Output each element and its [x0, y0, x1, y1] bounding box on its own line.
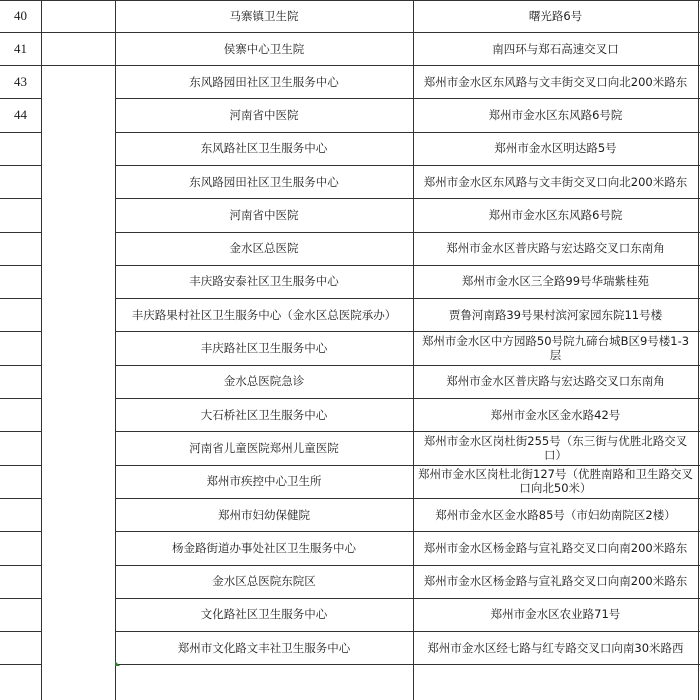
address-cell[interactable]: 郑州市金水区明达路5号: [494, 141, 617, 156]
row-number-cell[interactable]: [0, 631, 41, 664]
address-cell[interactable]: 郑州市金水区普庆路与宏达路交叉口东南角: [446, 374, 665, 389]
row-number-cell[interactable]: 43: [14, 73, 27, 89]
institution-name-cell[interactable]: 东风路园田社区卫生服务中心: [189, 174, 339, 189]
address-cell[interactable]: 郑州市金水区普庆路与宏达路交叉口东南角: [446, 241, 665, 256]
address-cell[interactable]: 郑州市金水区经七路与红专路交叉口向南30米路西: [427, 640, 684, 655]
institution-name-cell[interactable]: 大石桥社区卫生服务中心: [200, 407, 328, 422]
row-number-cell[interactable]: [0, 265, 41, 298]
row-number-cell[interactable]: [0, 598, 41, 631]
row-number-cell[interactable]: [0, 431, 41, 464]
address-cell[interactable]: 郑州市金水区东风路6号院: [488, 107, 623, 122]
institution-name-cell[interactable]: 金水区总医院东院区: [212, 574, 316, 589]
address-cell[interactable]: 郑州市金水区中方园路50号院九碲台城B区9号楼1-3层: [421, 334, 690, 363]
address-cell[interactable]: 郑州市金水区东风路6号院: [488, 207, 623, 222]
grid-hline: [0, 0, 700, 1]
institution-name-cell[interactable]: 金水总医院急诊: [223, 374, 305, 389]
row-number-cell[interactable]: [0, 398, 41, 431]
address-cell[interactable]: 郑州市金水区金水路42号: [490, 407, 621, 422]
row-number-cell[interactable]: [0, 465, 41, 498]
row-number-cell[interactable]: 41: [14, 40, 27, 56]
address-cell[interactable]: 郑州市金水区东风路与文丰街交叉口向北200米路东: [423, 74, 688, 89]
row-number-cell[interactable]: [0, 165, 41, 198]
row-number-cell[interactable]: [0, 365, 41, 398]
institution-name-cell[interactable]: 东风路园田社区卫生服务中心: [189, 74, 339, 89]
grid-vline: [698, 0, 699, 700]
address-cell[interactable]: 郑州市金水区岗杜街255号（东三街与优胜北路交叉口）: [423, 433, 688, 462]
institution-name-cell[interactable]: 侯寨中心卫生院: [223, 41, 305, 56]
institution-name-cell[interactable]: 河南省中医院: [229, 207, 299, 222]
institution-name-cell[interactable]: 郑州市妇幼保健院: [218, 507, 310, 522]
institution-name-cell[interactable]: 杨金路街道办事处社区卫生服务中心: [172, 540, 356, 555]
fill-handle-icon: [115, 661, 120, 666]
institution-name-cell[interactable]: 河南省儿童医院郑州儿童医院: [189, 440, 339, 455]
institution-name-cell[interactable]: 金水区总医院: [229, 241, 299, 256]
row-number-cell[interactable]: [0, 232, 41, 265]
address-cell[interactable]: 曙光路6号: [528, 8, 583, 23]
merged-district-cell[interactable]: [42, 66, 115, 700]
row-number-cell[interactable]: [0, 132, 41, 165]
row-number-cell[interactable]: [0, 565, 41, 598]
address-cell[interactable]: 贾鲁河南路39号果村滨河家园东院11号楼: [448, 307, 663, 322]
institution-name-cell[interactable]: 河南省中医院: [229, 107, 299, 122]
row-number-cell[interactable]: [0, 498, 41, 531]
address-cell[interactable]: 郑州市金水区岗杜北街127号（优胜南路和卫生路交叉口向北50米）: [418, 467, 693, 496]
institution-name-cell[interactable]: 丰庆路果村社区卫生服务中心（金水区总医院承办）: [131, 307, 397, 322]
row-number-cell[interactable]: [0, 331, 41, 364]
institution-name-cell[interactable]: 郑州市疾控中心卫生所: [206, 474, 322, 489]
institution-name-cell[interactable]: 郑州市文化路文丰社卫生服务中心: [177, 640, 351, 655]
institution-name-cell[interactable]: 丰庆路安泰社区卫生服务中心: [189, 274, 339, 289]
address-cell[interactable]: 郑州市金水区杨金路与宣礼路交叉口向南200米路东: [423, 540, 688, 555]
address-cell[interactable]: 郑州市金水区东风路与文丰街交叉口向北200米路东: [423, 174, 688, 189]
row-number-cell[interactable]: 44: [14, 106, 27, 122]
institution-name-cell[interactable]: 丰庆路社区卫生服务中心: [200, 341, 328, 356]
address-cell[interactable]: 郑州市金水区杨金路与宣礼路交叉口向南200米路东: [423, 574, 688, 589]
institution-name-cell[interactable]: 文化路社区卫生服务中心: [200, 607, 328, 622]
address-cell[interactable]: 南四环与郑石高速交叉口: [492, 41, 619, 56]
row-number-cell[interactable]: [0, 298, 41, 331]
row-number-cell[interactable]: [0, 531, 41, 564]
institution-name-cell[interactable]: 马寨镇卫生院: [229, 8, 299, 23]
address-cell[interactable]: 郑州市金水区农业路71号: [490, 607, 621, 622]
row-number-cell[interactable]: [0, 198, 41, 231]
institution-name-cell[interactable]: 东风路社区卫生服务中心: [200, 141, 328, 156]
address-cell[interactable]: 郑州市金水区金水路85号（市妇幼南院区2楼）: [435, 507, 676, 522]
address-cell[interactable]: 郑州市金水区三全路99号华瑞紫桂苑: [461, 274, 650, 289]
row-number-cell[interactable]: 40: [14, 7, 27, 23]
